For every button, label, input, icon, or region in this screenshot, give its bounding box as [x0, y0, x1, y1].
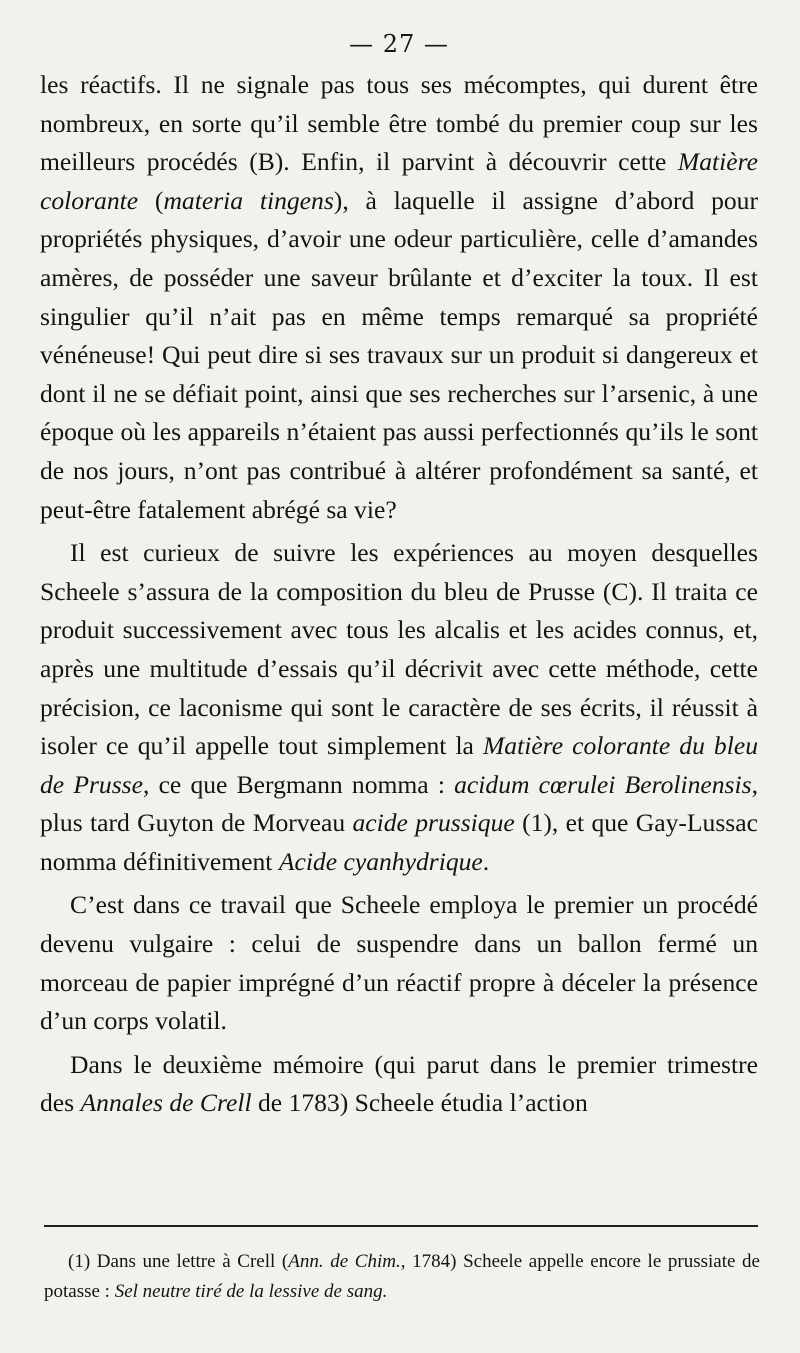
footnote-text	[44, 1247, 760, 1307]
text-run: les réactifs. Il ne signale pas tous ses mécomptes, qui durent être nombreux, en sorte qu’il semble être tombé du premier coup sur les meilleurs procédés (B). Enfin, il parvint à découvrir cette	[40, 70, 758, 177]
page-number: — 27 —	[349, 30, 449, 58]
paragraph-4	[40, 1046, 758, 1123]
text-run: (1), et que Gay-Lussac nomma définitivement	[40, 808, 758, 876]
italic-term: acide prussique	[352, 808, 515, 838]
text-run: Il est curieux de suivre les expériences au moyen desquelles Scheele s’assura de la composition du bleu de Prusse (C). Il traita ce produit successivement avec tous les alcalis et les acides connus, et, après une multitude d’essais qu’il décrivit avec cette méthode, cette précision, ce laconisme qui sont le caractère de ses écrits, il réussit à isoler ce qu’il appelle tout simplement la	[40, 538, 758, 761]
text-run: , ce que Bergmann nomma :	[143, 769, 455, 799]
italic-term: Matière colorante du bleu de Prusse	[40, 731, 758, 799]
italic-term: materia tingens	[163, 185, 334, 215]
text-run: ), à laquelle il assigne d’abord pour propriétés physiques, d’avoir une odeur particulière, celle d’amandes amères, de posséder une saveur brûlante et d’exciter la toux. Il est singulier qu’il n’ait pas en même temps remarqué sa propriété vénéneuse! Qui peut dire si ses travaux sur un produit si dangereux et dont il ne se défiait point, ainsi que ses recherches sur l’arsenic, à une époque où les appareils n’étaient pas aussi perfectionnés qu’ils le sont de nos jours, n’ont pas contribué à altérer profondément sa santé, et peut-être fatalement abrégé sa vie?	[40, 185, 759, 524]
text-run: (	[138, 185, 164, 215]
italic-term: Acide cyanhydrique	[278, 846, 483, 876]
text-run: , plus tard Guyton de Morveau	[40, 769, 758, 838]
italic-term: Annales de Crell	[80, 1088, 252, 1118]
italic-term: Matière colorante	[40, 147, 758, 215]
paragraph-1	[40, 66, 758, 529]
paragraph-3: C’est dans ce travail que Scheele employa le premier un procédé devenu vulgaire : celui de suspendre dans un ballon fermé un morceau de papier imprégné d’un réactif propre à déceler la présence d’un corps volatil.	[40, 890, 758, 1036]
body-text	[40, 66, 758, 1123]
text-run: (1) Dans une lettre à Crell (	[68, 1251, 289, 1272]
text-run: , 1784) Scheele appelle encore le prussiate de potasse :	[44, 1251, 760, 1302]
text-run: Dans le deuxième mémoire (qui parut dans le premier trimestre des	[40, 1049, 758, 1118]
paragraph-2	[40, 534, 758, 881]
footnote	[44, 1247, 760, 1307]
footnote-divider	[44, 1225, 758, 1227]
text-run: .	[482, 846, 490, 876]
italic-term: acidum cœrulei Berolinensis	[454, 769, 752, 799]
text-run: de 1783) Scheele étudia l’action	[251, 1088, 588, 1118]
italic-term: Ann. de Chim.	[288, 1251, 401, 1272]
italic-term: Sel neutre tiré de la lessive de sang.	[114, 1281, 388, 1302]
